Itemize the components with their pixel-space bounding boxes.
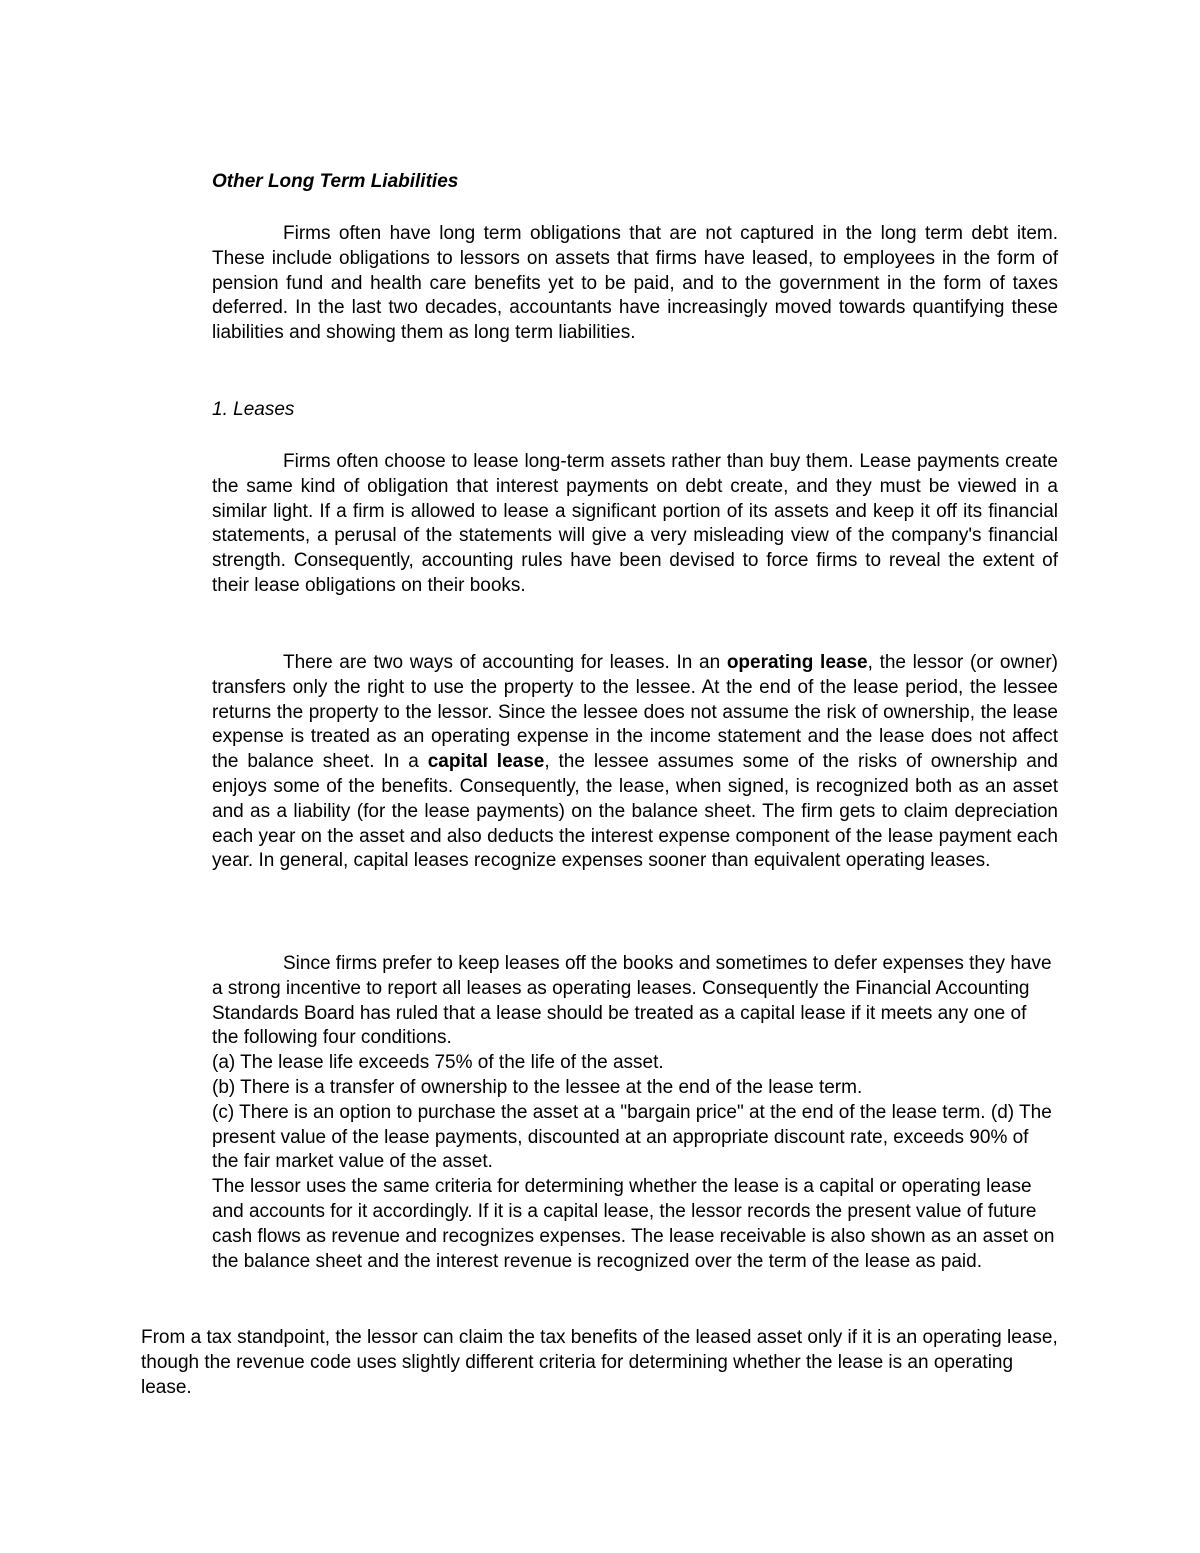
lease-types-text-c: , the lessee assumes some of the risks of ownership and enjoys some of the benefits. Consequently, the lease, when signed, is recognized both as an asset and as a liability (for the lease payments) on the balance sheet. The firm gets to claim depreciation each year on the asset and also deducts the interest expense component of the lease payment each year. In general, capital leases recognize expenses sooner than equivalent operating leases. (212, 751, 1058, 872)
leases-paragraph-3 (212, 952, 1058, 1274)
leases-paragraph-1: Firms often choose to lease long-term assets rather than buy them. Lease payments create the same kind of obligation that interest payments on debt create, and they must be viewed in a similar light. If a firm is allowed to lease a significant portion of its assets and keep it off its financial statements, a perusal of the statements will give a very misleading view of the company's financial strength. Consequently, accounting rules have been devised to force firms to reveal the extent of their lease obligations on their books. (212, 451, 1058, 596)
intro-paragraph: Firms often have long term obligations that are not captured in the long term debt item. These include obligations to lessors on assets that firms have leased, to employees in the form of pension fund and health care benefits yet to be paid, and to the government in the form of taxes deferred. In the last two decades, accountants have increasingly moved towards quantifying these liabilities and showing them as long term liabilities. (212, 223, 1058, 344)
condition-c-d: (c) There is an option to purchase the asset at a "bargain price" at the end of the lease term. (d) The present value of the lease payments, discounted at an appropriate discount rate, exceeds 90% of the fair market value of the asset. (212, 1101, 1052, 1173)
lease-types-text-a: There are two ways of accounting for leases. In an (283, 652, 727, 673)
closing-paragraph: From a tax standpoint, the lessor can claim the tax benefits of the leased asset only if it is an operating lease, though the revenue code uses slightly different criteria for determining whether the lease is an operating lease. (141, 1327, 1058, 1398)
condition-a: (a) The lease life exceeds 75% of the life of the asset. (212, 1052, 664, 1074)
section-heading-leases: 1. Leases (212, 399, 295, 420)
leases-paragraph-2 (212, 651, 1058, 874)
condition-b: (b) There is a transfer of ownership to the lessee at the end of the lease term. (212, 1076, 863, 1098)
fasb-intro-text: Since firms prefer to keep leases off the books and sometimes to defer expenses they have a strong incentive to report all leases as operating leases. Consequently the Financial Accounting Standards Board has ruled that a lease should be treated as a capital lease if it meets any one of the following four conditions. (212, 953, 1052, 1049)
lease-types-text-b: , the lessor (or owner) transfers only the right to use the property to the lessee. At the end of the lease period, the lessee returns the property to the lessor. Since the lessee does not assume the risk of ownership, the lease expense is treated as an operating expense in the income statement and the lease does not affect the balance sheet. In a (212, 652, 1058, 773)
page-title: Other Long Term Liabilities (212, 171, 459, 192)
lessor-criteria-text: The lessor uses the same criteria for determining whether the lease is a capital or operating lease and accounts for it accordingly. If it is a capital lease, the lessor records the present value of future cash flows as revenue and recognizes expenses. The lease receivable is also shown as an asset on the balance sheet and the interest revenue is recognized over the term of the lease as paid. (212, 1176, 1055, 1272)
operating-lease-term: operating lease (726, 652, 868, 673)
capital-lease-term: capital lease (427, 751, 545, 773)
